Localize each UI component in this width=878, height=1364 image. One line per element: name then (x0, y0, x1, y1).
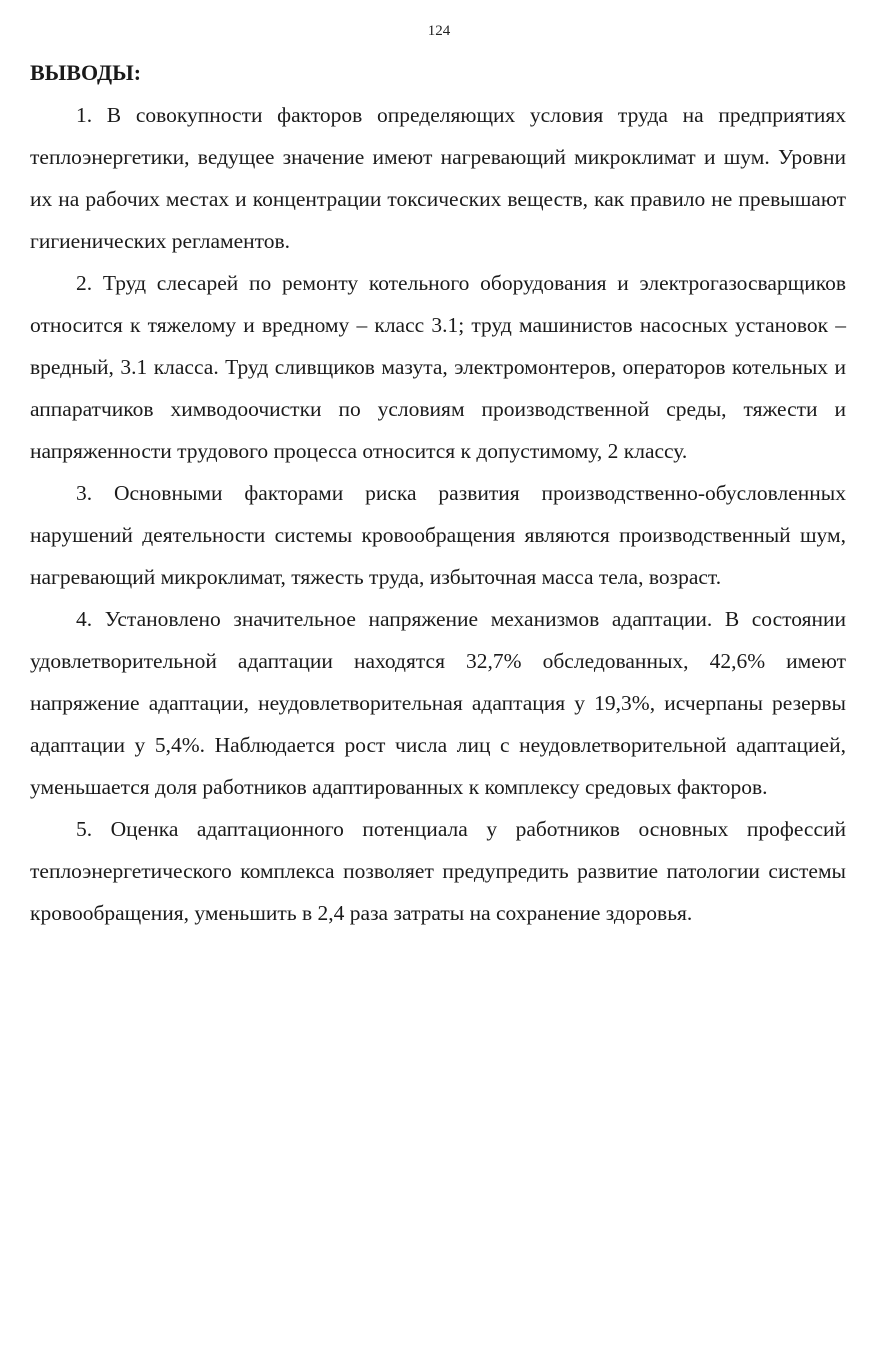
conclusion-item-3: 3. Основными факторами риска развития производственно-обусловленных нарушений деятельности системы кровообращения являются производственный шум, нагревающий микроклимат, тяжесть труда, избыточная масса тела, возраст. (30, 481, 846, 589)
conclusion-item-2: 2. Труд слесарей по ремонту котельного оборудования и электрогазосварщиков относится к тяжелому и вредному – класс 3.1; труд машинистов насосных установок – вредный, 3.1 класса. Труд сливщиков мазута, электромонтеров, операторов котельных и аппаратчиков химводоочистки по условиям производственной среды, тяжести и напряженности трудового процесса относится к допустимому, 2 классу. (30, 271, 846, 463)
conclusion-item-1: 1. В совокупности факторов определяющих условия труда на предприятиях теплоэнергетики, ведущее значение имеют нагревающий микроклимат и шум. Уровни их на рабочих местах и концентрации токсических веществ, как правило не превышают гигиенических регламентов. (30, 103, 846, 253)
conclusions-list (30, 94, 846, 934)
conclusion-item-5: 5. Оценка адаптационного потенциала у работников основных профессий теплоэнергетического комплекса позволяет предупредить развитие патологии системы кровообращения, уменьшить в 2,4 раза затраты на сохранение здоровья. (30, 817, 846, 925)
page-number: 124 (427, 23, 451, 39)
conclusions-heading: ВЫВОДЫ: (30, 60, 142, 85)
conclusion-item-4: 4. Установлено значительное напряжение механизмов адаптации. В состоянии удовлетворительной адаптации находятся 32,7% обследованных, 42,6% имеют напряжение адаптации, неудовлетворительная адаптация у 19,3%, исчерпаны резервы адаптации у 5,4%. Наблюдается рост числа лиц с неудовлетворительной адаптацией, уменьшается доля работников адаптированных к комплексу средовых факторов. (30, 607, 846, 799)
